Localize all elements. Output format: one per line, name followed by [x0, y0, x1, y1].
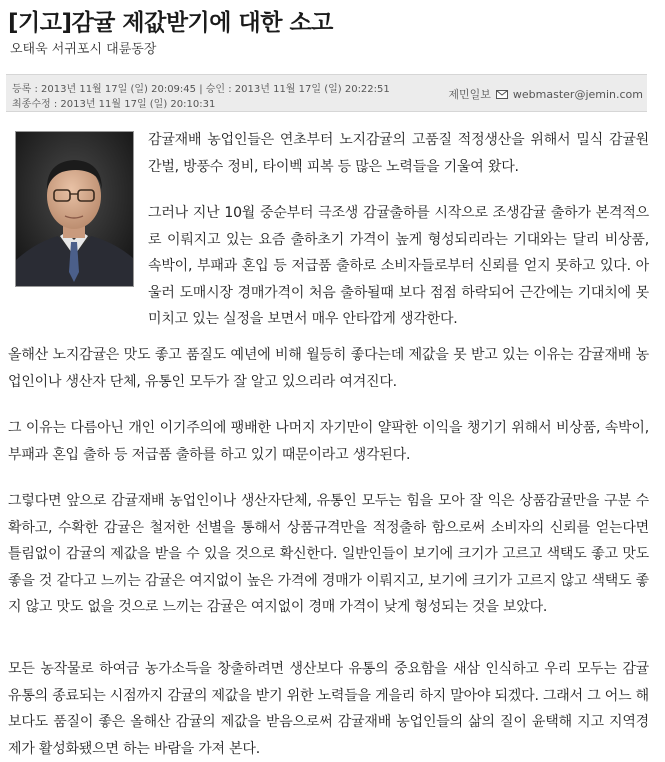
article-title: [기고]감귤 제값받기에 대한 소고: [8, 10, 333, 36]
article-paragraph-5: 그렇다면 앞으로 감귤재배 농업인이나 생산자단체, 유통인 모두는 힘을 모아 잘 익은 상품감귤만을 구분 수확하고, 수확한 감귤은 철저한 선별을 통해서 상품규격만을 적정출하 함으로써 소비자의 신뢰를 얻는다면 틀림없이 감귤의 제값을 받을 수 있을 것으로 확신한다. 일반인들이 보기에 크기가 고르고 색택도 좋고 맛도 좋을 것 같다고 느끼는 감귤은 여지없이 높은 가격에 경매가 이뤄지고, 보기에 크기가 고르지 않고 색택도 좋지 않고 맛도 없을 것으로 느끼는 감귤은 여지없이 경매 가격이 낮게 형성되는 것을 보았다.: [8, 493, 649, 615]
envelope-icon[interactable]: [496, 90, 508, 99]
meta-last-modified: 최종수정 : 2013년 11월 17일 (일) 20:10:31: [12, 99, 216, 110]
source-name: 제민일보: [448, 88, 491, 101]
article-paragraph-4: 그 이유는 다름아닌 개인 이기주의에 팽배한 나머지 자기만이 얄팍한 이익을 챙기기 위해서 비상품, 속박이, 부패과 혼입 출하 등 저급품 출하를 하고 있기 때문이라고 생각된다.: [8, 420, 649, 463]
article-paragraph-6: 모든 농작물로 하여금 농가소득을 창출하려면 생산보다 유통의 중요함을 새삼 인식하고 우리 모두는 감귤 유통의 종료되는 시점까지 감귤의 제값을 받기 위한 노력들을 게을리 하지 말아야 되겠다. 그래서 그 어느 해 보다도 품질이 좋은 올해산 감귤의 제값을 받음으로써 감귤재배 농업인들의 삶의 질이 윤택해 지고 지역경제가 활성화됐으면 하는 바람을 가져 본다.: [8, 661, 649, 757]
article-byline: 오태욱 서귀포시 대륜동장: [10, 42, 157, 57]
author-photo: [15, 131, 134, 287]
meta-dates: 등록 : 2013년 11월 17일 (일) 20:09:45 | 승인 : 2013년 11월 17일 (일) 20:22:51: [12, 84, 390, 95]
meta-source-contact: [448, 86, 643, 102]
reporter-email-link[interactable]: webmaster@jemin.com: [512, 87, 643, 101]
article-paragraph-1: 감귤재배 농업인들은 연초부터 노지감귤의 고품질 적정생산을 위해서 밀식 감귤원 간벌, 방풍수 정비, 타이벡 피복 등 많은 노력들을 기울여 왔다.: [148, 132, 649, 175]
article-meta-bar: [6, 74, 647, 112]
article-paragraph-3: 올해산 노지감귤은 맛도 좋고 품질도 예년에 비해 월등히 좋다는데 제값을 못 받고 있는 이유는 감귤재배 농업인이나 생산자 단체, 유통인 모두가 잘 알고 있으리라 여겨진다.: [8, 347, 649, 390]
article-paragraph-2: 그러나 지난 10월 중순부터 극조생 감귤출하를 시작으로 조생감귤 출하가 본격적으로 이뤄지고 있는 요즘 출하초기 가격이 높게 형성되리라는 기대와는 달리 비상품, 속박이, 부패과 혼입 등 저급품 출하로 소비자들로부터 신뢰를 얻지 못하고 있다. 아울러 도매시장 경매가격이 처음 출하될때 보다 점점 하락되어 근간에는 기대치에 못 미치고 있는 실정을 보면서 매우 안타깝게 생각한다.: [148, 205, 649, 327]
